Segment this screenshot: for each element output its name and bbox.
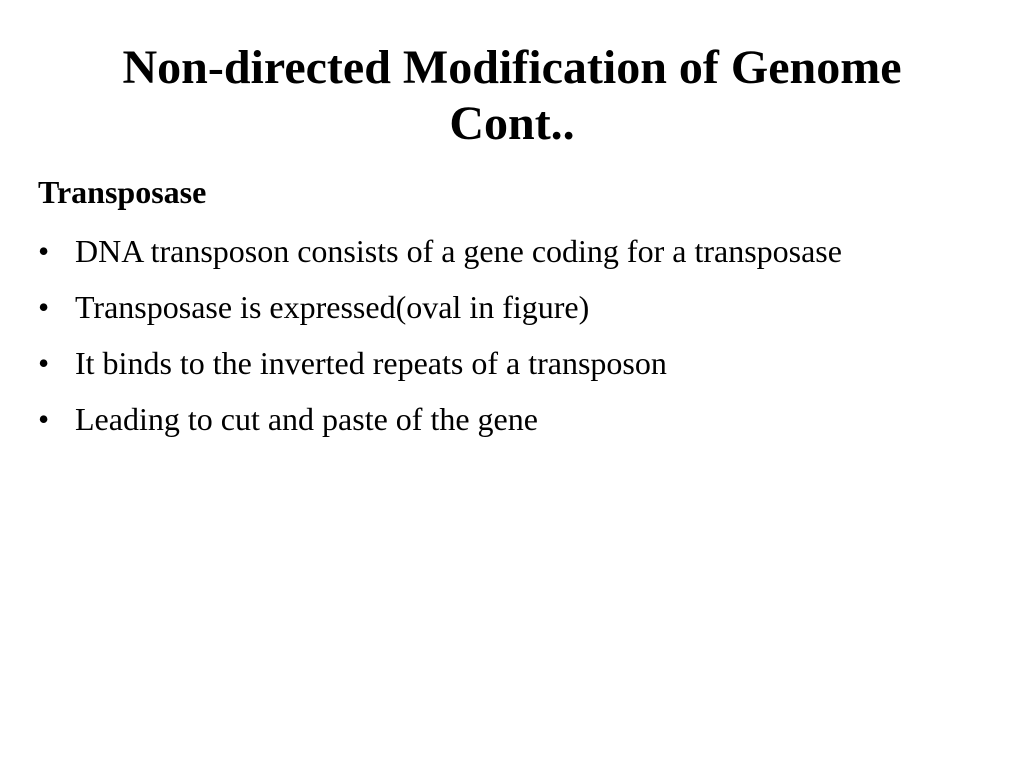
bullet-list (38, 228, 978, 452)
bullet-text: DNA transposon consists of a gene coding for a transposase (75, 233, 842, 269)
section-subheading: Transposase (38, 174, 207, 210)
bullet-dot-icon: • (38, 289, 50, 325)
slide-title-line-1: Non-directed Modification of Genome (122, 41, 902, 94)
bullet-item (38, 340, 978, 386)
bullet-dot-icon: • (38, 401, 50, 437)
bullet-item (38, 396, 978, 442)
bullet-dot-icon: • (38, 233, 50, 269)
slide-title-line-2: Cont.. (449, 97, 575, 150)
bullet-dot-icon: • (38, 345, 50, 381)
bullet-text: It binds to the inverted repeats of a transposon (75, 345, 667, 381)
bullet-text: Leading to cut and paste of the gene (75, 401, 538, 437)
bullet-item (38, 228, 978, 274)
bullet-text: Transposase is expressed(oval in figure) (75, 289, 590, 325)
bullet-item (38, 284, 978, 330)
slide-title (0, 40, 1024, 152)
